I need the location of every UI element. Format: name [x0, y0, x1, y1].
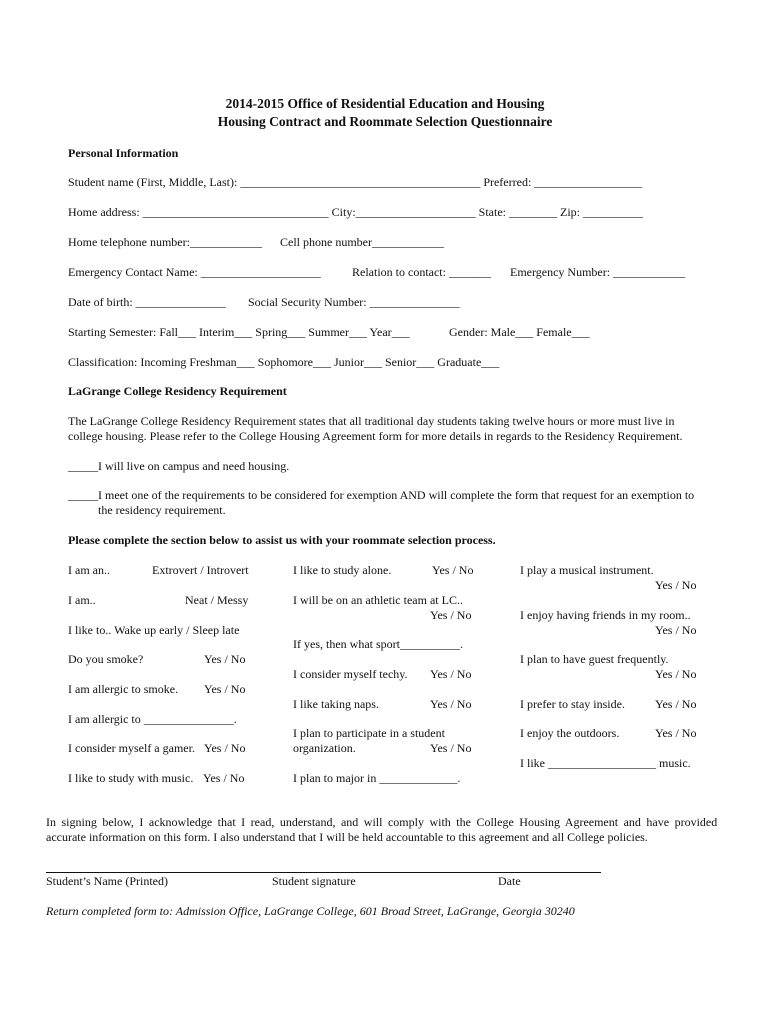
a-intro-extro[interactable]: Extrovert / Introvert — [152, 563, 249, 577]
q-neat-messy: I am.. — [68, 593, 96, 607]
residency-heading: LaGrange College Residency Requirement — [68, 384, 287, 398]
form-title-line1: 2014-2015 Office of Residential Education and Housing — [225, 96, 545, 111]
a-neat-messy[interactable]: Neat / Messy — [185, 593, 249, 607]
q-major[interactable]: I plan to major in _____________. — [293, 771, 461, 785]
q-allergic-smoke: I am allergic to smoke. — [68, 682, 179, 696]
starting-semester-field[interactable]: Starting Semester: Fall___ Interim___ Spring___ Summer___ Year___ — [68, 325, 410, 339]
q-what-sport[interactable]: If yes, then what sport__________. — [293, 637, 463, 651]
home-address-field[interactable]: Home address: _______________________________ City:____________________ State: ________ Zip: __________ — [68, 205, 643, 219]
a-gamer[interactable]: Yes / No — [204, 741, 246, 755]
a-outdoors[interactable]: Yes / No — [655, 726, 697, 740]
exemption-option-line1[interactable]: _____I meet one of the requirements to be considered for exemption AND will complete the form that request for an exemption to — [68, 488, 695, 502]
a-techy[interactable]: Yes / No — [430, 667, 472, 681]
q-wake-sleep[interactable]: I like to.. Wake up early / Sleep late — [68, 623, 240, 637]
personal-info-heading: Personal Information — [68, 146, 179, 160]
a-naps[interactable]: Yes / No — [430, 697, 472, 711]
a-student-org[interactable]: Yes / No — [430, 741, 472, 755]
ssn-field[interactable]: Social Security Number: _______________ — [248, 295, 460, 309]
q-gamer: I consider myself a gamer. — [68, 741, 195, 755]
q-intro-extro: I am an.. — [68, 563, 110, 577]
q-study-alone: I like to study alone. — [293, 563, 392, 577]
q-stay-inside: I prefer to stay inside. — [520, 697, 625, 711]
student-name-field[interactable]: Student name (First, Middle, Last): ________________________________________ Preferred: __________________ — [68, 175, 643, 189]
residency-paragraph-line2: college housing. Please refer to the College Housing Agreement form for more details in regards to the Residency Requirement. — [68, 429, 683, 443]
return-instructions: Return completed form to: Admission Office, LaGrange College, 601 Broad Street, LaGrange, Georgia 30240 — [46, 904, 575, 918]
a-instrument[interactable]: Yes / No — [655, 578, 697, 592]
q-smoke: Do you smoke? — [68, 652, 144, 666]
acknowledgement-line2: accurate information on this form. I also understand that I will be held accountable to this agreement and all College policies. — [46, 830, 648, 844]
q-instrument: I play a musical instrument. — [520, 563, 654, 577]
date-label: Date — [498, 874, 521, 888]
q-guests: I plan to have guest frequently. — [520, 652, 669, 666]
a-guests[interactable]: Yes / No — [655, 667, 697, 681]
a-athletic-team[interactable]: Yes / No — [430, 608, 472, 622]
a-study-alone[interactable]: Yes / No — [432, 563, 474, 577]
home-phone-field[interactable]: Home telephone number:____________ — [68, 235, 262, 249]
q-athletic-team: I will be on an athletic team at LC.. — [293, 593, 463, 607]
relation-to-contact-field[interactable]: Relation to contact: _______ — [352, 265, 491, 279]
q-music-type[interactable]: I like __________________ music. — [520, 756, 691, 770]
emergency-number-field[interactable]: Emergency Number: ____________ — [510, 265, 686, 279]
form-title-line2: Housing Contract and Roommate Selection Questionnaire — [217, 114, 553, 129]
q-study-music: I like to study with music. — [68, 771, 194, 785]
residency-paragraph-line1: The LaGrange College Residency Requirement states that all traditional day students taking twelve hours or more must live in — [68, 414, 675, 428]
emergency-contact-name-field[interactable]: Emergency Contact Name: ____________________ — [68, 265, 321, 279]
a-friends-room[interactable]: Yes / No — [655, 623, 697, 637]
exemption-option-line2: the residency requirement. — [98, 503, 226, 517]
signature-line[interactable] — [46, 872, 601, 873]
cell-phone-field[interactable]: Cell phone number____________ — [280, 235, 444, 249]
a-allergic-smoke[interactable]: Yes / No — [204, 682, 246, 696]
a-stay-inside[interactable]: Yes / No — [655, 697, 697, 711]
q-friends-room: I enjoy having friends in my room.. — [520, 608, 691, 622]
q-student-org-line2: organization. — [293, 741, 356, 755]
roommate-heading: Please complete the section below to assist us with your roommate selection process. — [68, 533, 496, 547]
q-allergic-to[interactable]: I am allergic to _______________. — [68, 712, 237, 726]
q-naps: I like taking naps. — [293, 697, 379, 711]
acknowledgement-line1: In signing below, I acknowledge that I read, understand, and will comply with the College Housing Agreement and have provided — [46, 815, 718, 829]
live-on-campus-option[interactable]: _____I will live on campus and need housing. — [68, 459, 290, 473]
gender-field[interactable]: Gender: Male___ Female___ — [449, 325, 590, 339]
a-study-music[interactable]: Yes / No — [203, 771, 245, 785]
q-techy: I consider myself techy. — [293, 667, 408, 681]
q-outdoors: I enjoy the outdoors. — [520, 726, 620, 740]
a-smoke[interactable]: Yes / No — [204, 652, 246, 666]
printed-name-label: Student’s Name (Printed) — [46, 874, 168, 888]
q-student-org: I plan to participate in a student — [293, 726, 445, 740]
student-signature-label: Student signature — [272, 874, 356, 888]
date-of-birth-field[interactable]: Date of birth: _______________ — [68, 295, 226, 309]
classification-field[interactable]: Classification: Incoming Freshman___ Sophomore___ Junior___ Senior___ Graduate___ — [68, 355, 500, 369]
